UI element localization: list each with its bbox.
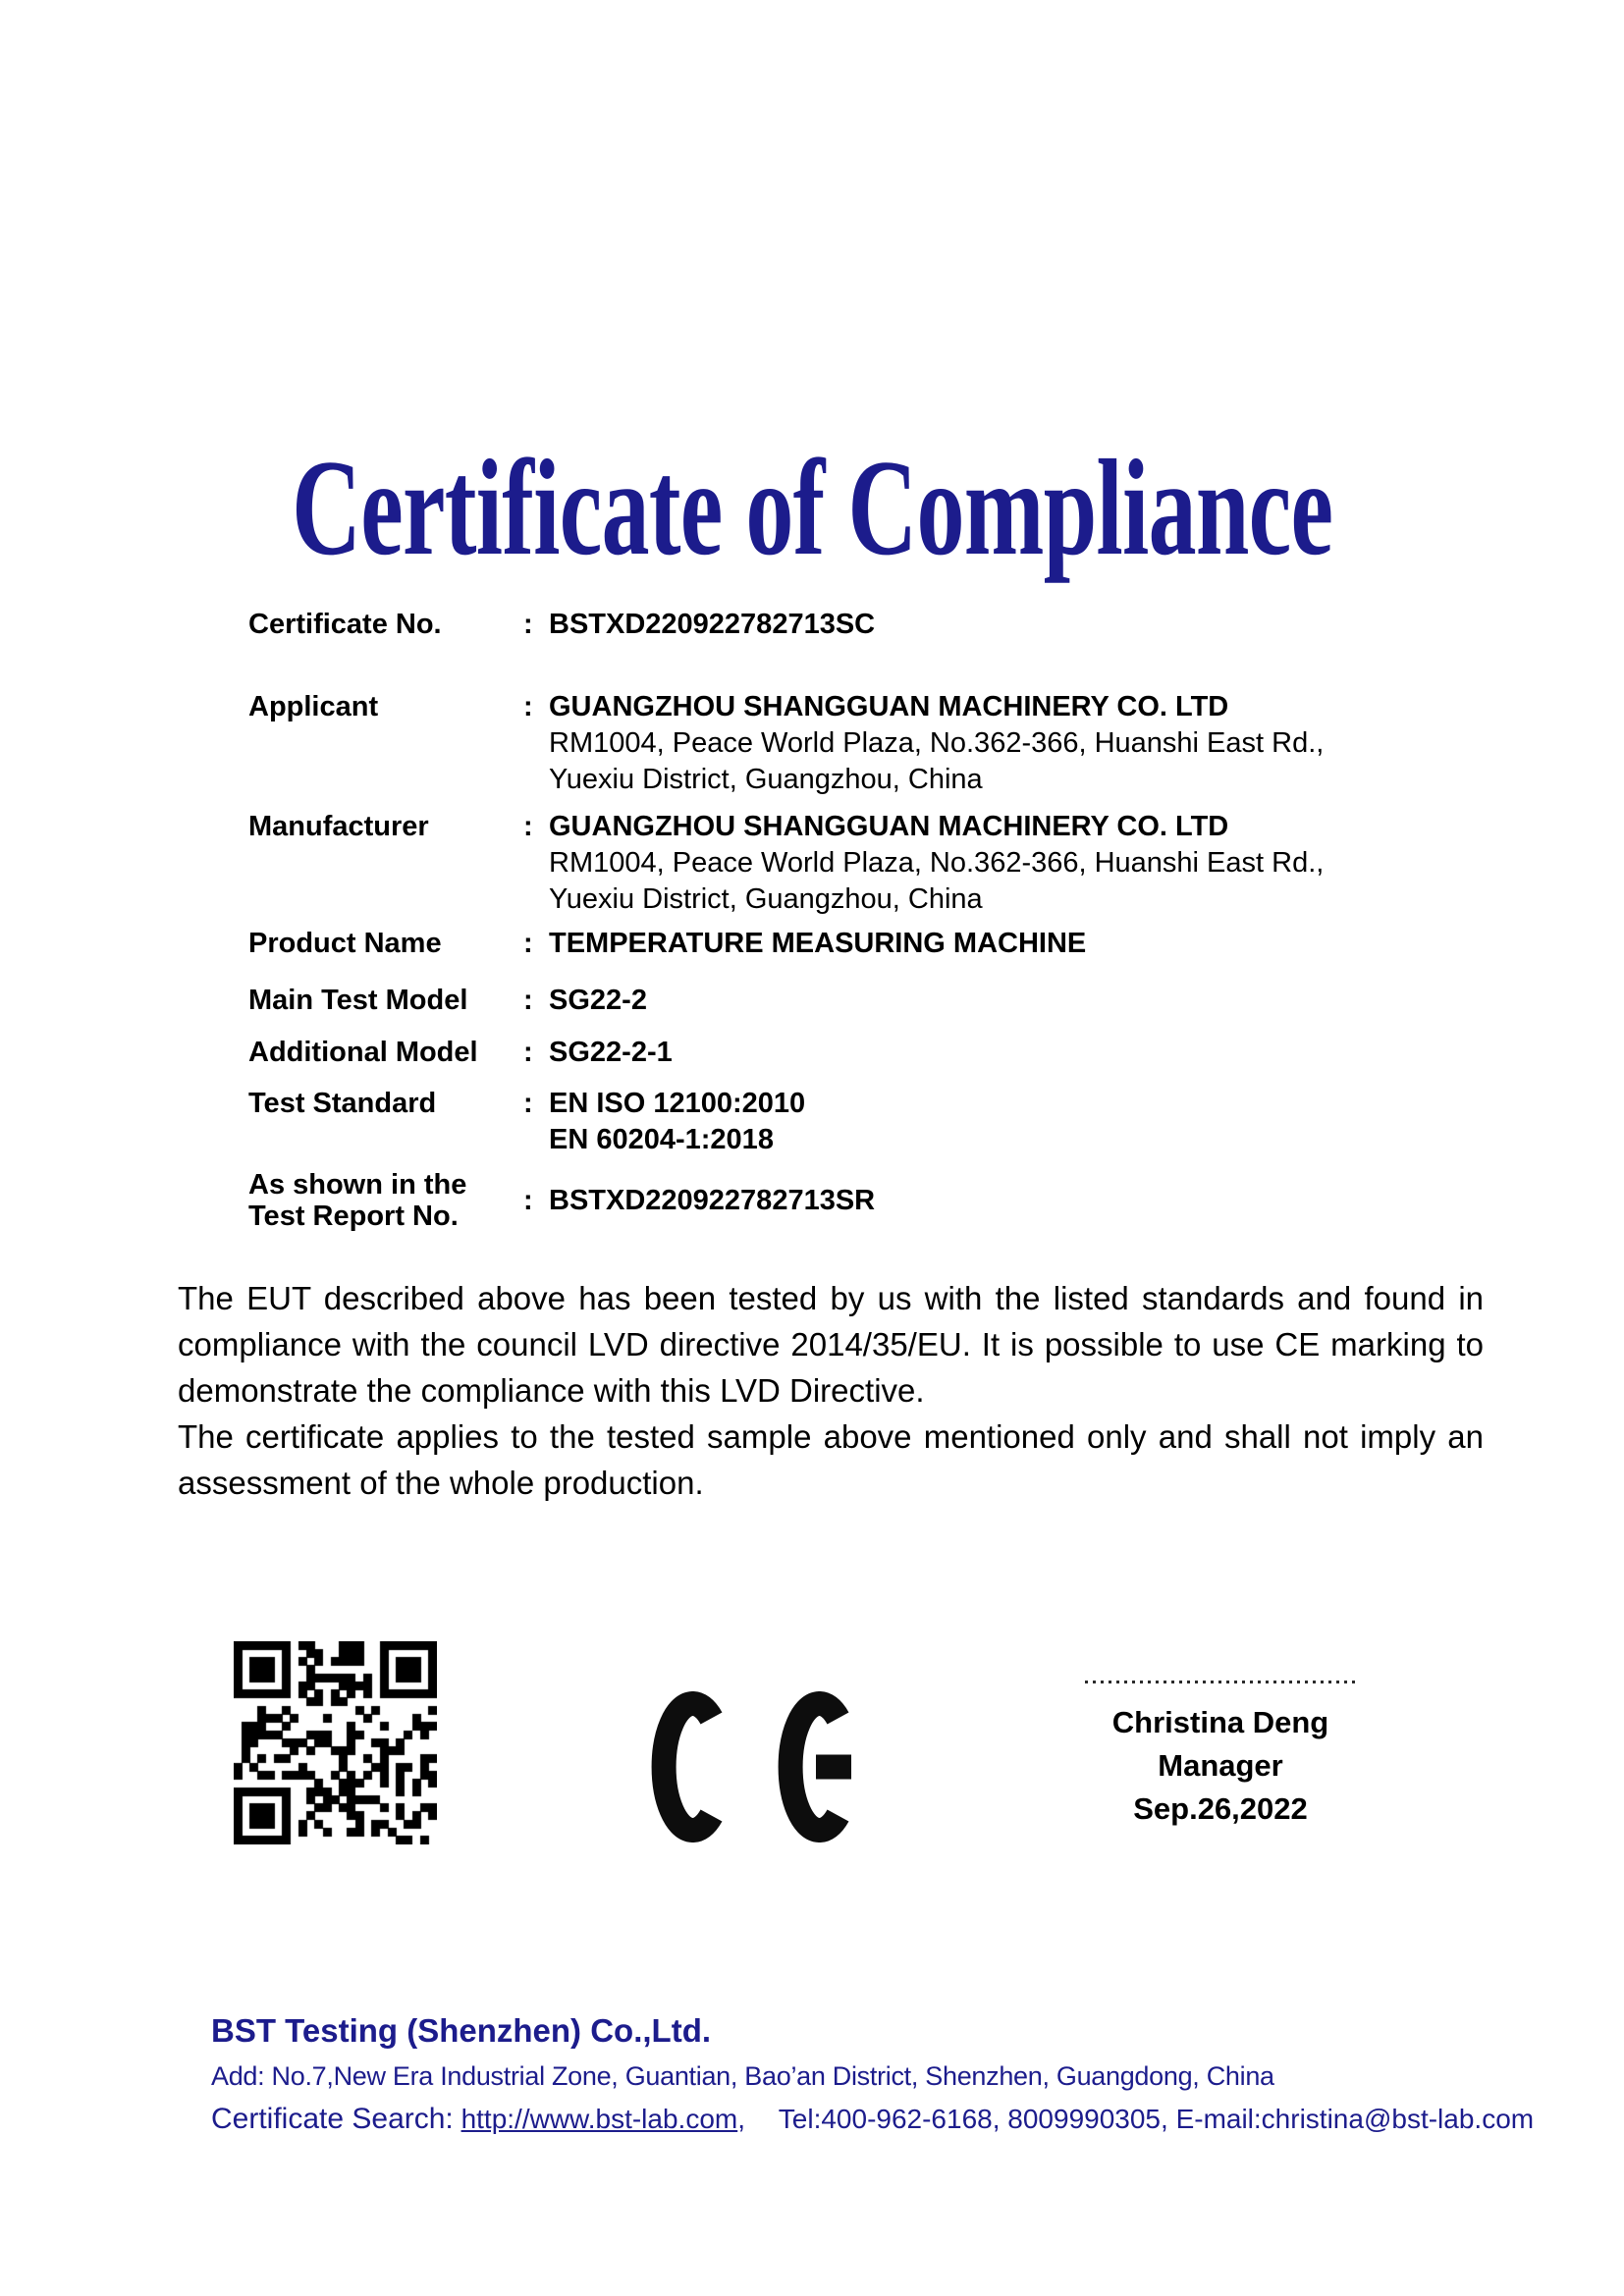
applicant-address-line1: RM1004, Peace World Plaza, No.362-366, Huanshi East Rd.,	[549, 727, 1325, 759]
field-value	[549, 689, 1476, 798]
signatory-title: Manager	[1158, 1748, 1283, 1783]
lab-address: Add: No.7,New Era Industrial Zone, Guantian, Bao’an District, Shenzhen, Guangdong, China	[211, 2061, 1274, 2091]
row-manufacturer	[248, 809, 1476, 918]
row-product-name	[248, 926, 1476, 962]
manufacturer-name: GUANGZHOU SHANGGUAN MACHINERY CO. LTD	[549, 811, 1229, 842]
field-label: Main Test Model	[248, 985, 468, 1016]
field-colon: :	[523, 691, 533, 722]
applicant-name: GUANGZHOU SHANGGUAN MACHINERY CO. LTD	[549, 691, 1229, 722]
field-label: Test Standard	[248, 1088, 437, 1119]
certificate-info-table	[248, 607, 1476, 1232]
report-label-line2: Test Report No.	[248, 1201, 459, 1232]
field-label: Product Name	[248, 928, 442, 959]
row-main-test-model	[248, 983, 1476, 1019]
field-label: Applicant	[248, 691, 379, 722]
manufacturer-address-line2: Yuexiu District, Guangzhou, China	[549, 883, 983, 915]
field-label: Certificate No.	[248, 609, 442, 640]
ce-mark	[651, 1691, 861, 1842]
field-colon: :	[523, 811, 533, 842]
qr-code	[234, 1641, 437, 1844]
statement-paragraph-1: The EUT described above has been tested by us with the listed standards and found in compliance with the council LVD directive 2014/35/EU. It is possible to use CE marking to demonstrate the compliance with this LVD Directive.	[178, 1280, 1484, 1409]
field-colon: :	[523, 1088, 533, 1119]
field-colon: :	[523, 985, 533, 1016]
field-value: BSTXD220922782713SC	[549, 609, 876, 640]
signature-block	[1080, 1681, 1361, 1831]
certificate-search-label: Certificate Search:	[211, 2103, 454, 2135]
test-standard-line1: EN ISO 12100:2010	[549, 1088, 806, 1119]
field-value: BSTXD220922782713SR	[549, 1184, 876, 1216]
field-label: Additional Model	[248, 1037, 478, 1068]
signatory-name: Christina Deng	[1111, 1705, 1329, 1739]
row-test-report-no	[248, 1169, 1476, 1232]
row-additional-model	[248, 1035, 1476, 1071]
field-colon: :	[523, 1037, 533, 1068]
test-standard-line2: EN 60204-1:2018	[549, 1124, 774, 1155]
field-colon: :	[523, 609, 533, 640]
field-label	[248, 1169, 523, 1232]
signature-date: Sep.26,2022	[1133, 1791, 1308, 1826]
row-test-standard	[248, 1086, 1476, 1158]
signature-dotted-line	[1085, 1681, 1356, 1683]
certificate-title	[0, 432, 1624, 584]
field-value	[549, 1086, 1476, 1158]
manufacturer-address-line1: RM1004, Peace World Plaza, No.362-366, Huanshi East Rd.,	[549, 847, 1325, 879]
field-value: SG22-2-1	[549, 1037, 673, 1068]
lab-company-name: BST Testing (Shenzhen) Co.,Ltd.	[211, 2012, 712, 2049]
row-certificate-no	[248, 607, 1476, 643]
url-comma: ,	[737, 2104, 745, 2134]
field-colon: :	[523, 928, 533, 959]
certificate-search-link[interactable]: http://www.bst-lab.com	[460, 2104, 738, 2134]
field-label: Manufacturer	[248, 811, 429, 842]
compliance-statement	[178, 1275, 1484, 1506]
applicant-address-line2: Yuexiu District, Guangzhou, China	[549, 764, 983, 795]
lab-contact-info: Tel:400-962-6168, 8009990305, E-mail:christina@bst-lab.com	[778, 2104, 1535, 2134]
field-colon: :	[523, 1184, 533, 1216]
report-label-line1: As shown in the	[248, 1169, 467, 1201]
footer-contact-line	[211, 2103, 1534, 2136]
field-value: SG22-2	[549, 985, 647, 1016]
statement-paragraph-2: The certificate applies to the tested sample above mentioned only and shall not imply an assessment of the whole production.	[178, 1418, 1484, 1501]
certificate-title-text: Certificate of Compliance	[291, 432, 1333, 584]
row-applicant	[248, 689, 1476, 798]
field-value	[549, 809, 1476, 918]
field-value: TEMPERATURE MEASURING MACHINE	[549, 928, 1087, 959]
